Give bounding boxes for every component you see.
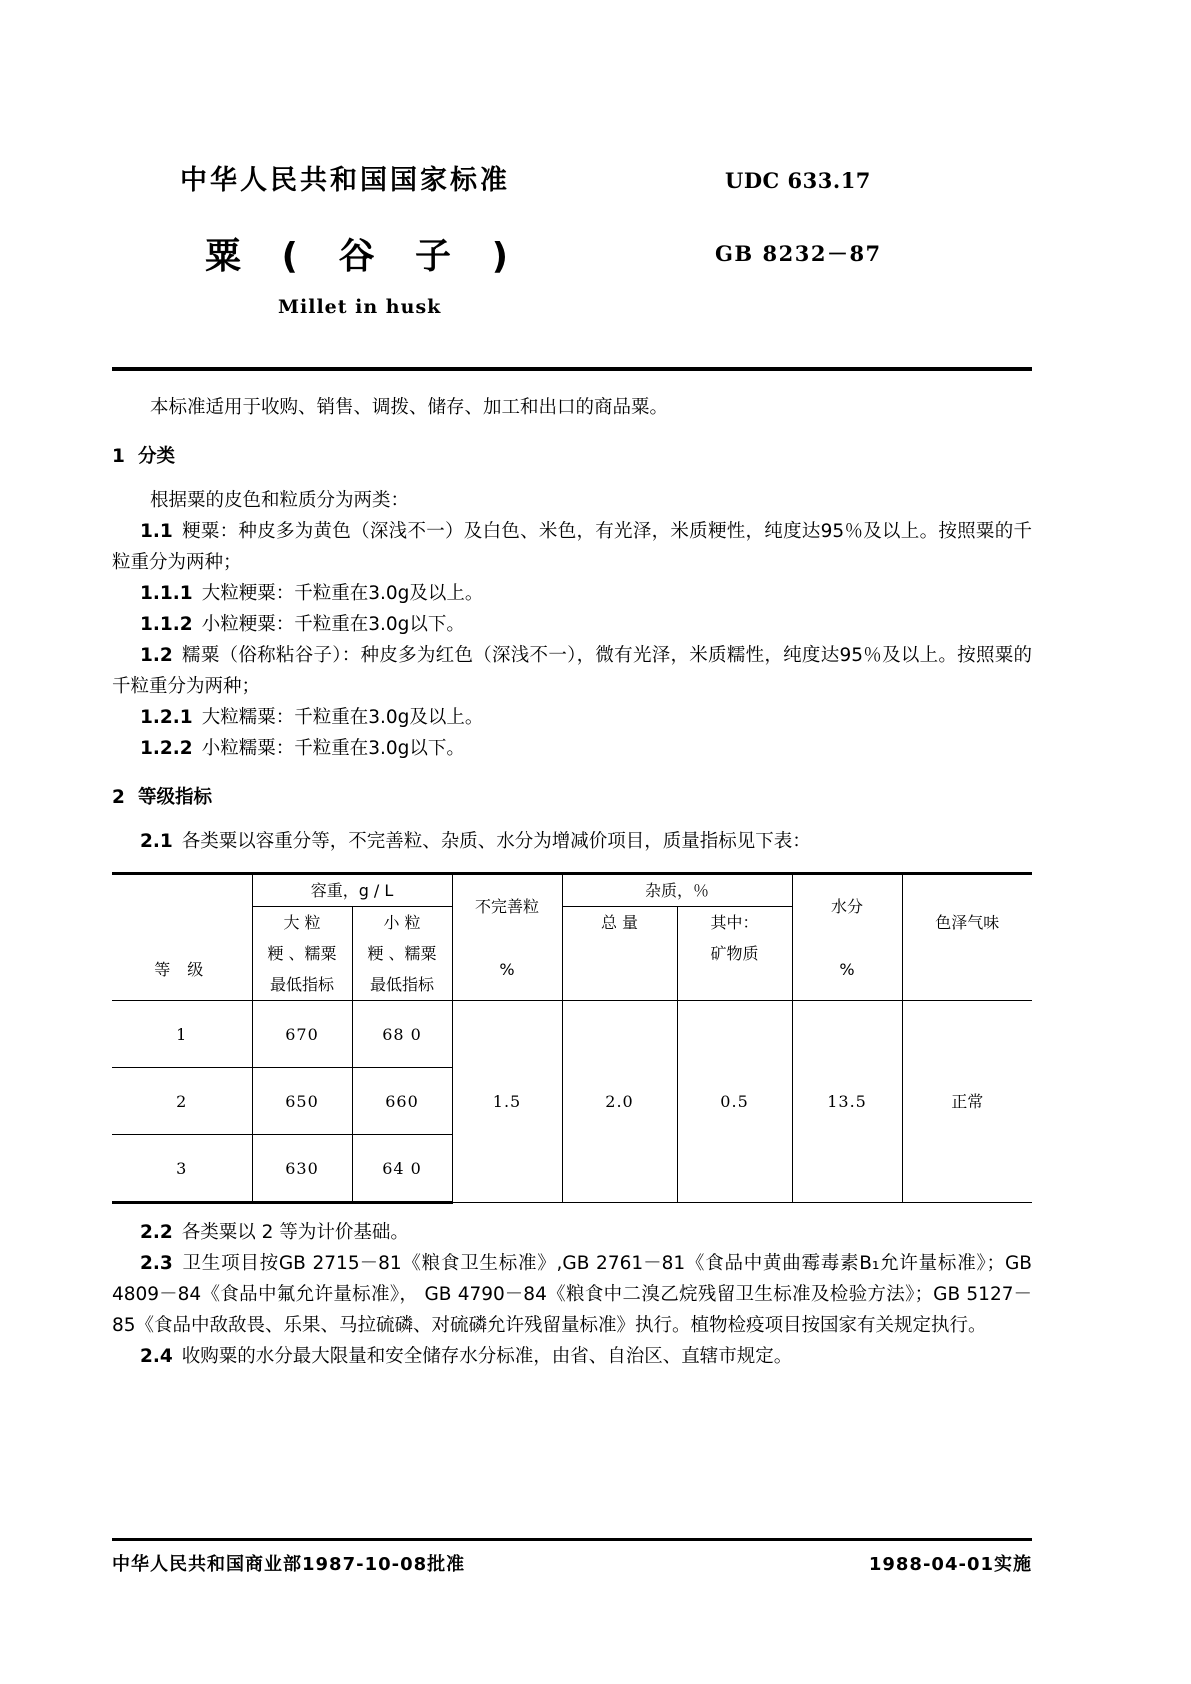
clause-1-2-text: 糯粟（俗称粘谷子）：种皮多为红色（深浅不一），微有光泽，米质糯性，纯度达95％及以上。按照粟的千粒重分为两种； — [112, 645, 1032, 697]
udc-number: UDC 633.17 — [725, 168, 871, 193]
table-header-row-3 — [112, 938, 1032, 969]
clause-2-1-number: 2.1 — [140, 831, 173, 852]
cell-grade-1: 1 — [112, 1001, 252, 1068]
header-cell-small-grain-sub: 粳 、糯粟 — [352, 938, 452, 969]
header-cell-blank-grade — [112, 874, 252, 939]
clause-1-2-2-text: 小粒糯粟：千粒重在3.0g以下。 — [201, 738, 465, 759]
header-cell-small-grain-sub2: 最低指标 — [352, 969, 452, 1001]
clause-2-2-number: 2.2 — [140, 1222, 173, 1243]
clause-2-3-text: 卫生项目按GB 2715－81《粮食卫生标准》,GB 2761－81《食品中黄曲霉毒素B₁允许量标准》；GB 4809－84《食品中氟允许量标准》， GB 4790－84《粮食中二溴乙烷残留卫生标准及检验方法》；GB 5127－85《食品中敌敌畏、乐果、马拉硫磷、对硫磷允许残留量标准》执行。植物检疫项目按国家有关规定执行。 — [112, 1253, 1032, 1336]
table-row — [112, 1001, 1032, 1068]
national-standard-label: 中华人民共和国国家标准 — [180, 165, 510, 196]
header-cell-bulk-density: 容重，g / L — [252, 874, 452, 907]
header-cell-imperfect: 不完善粒 — [452, 874, 562, 939]
header-cell-impurity-of-which: 其中： — [677, 907, 792, 939]
section-1-heading — [112, 441, 1032, 472]
cell-impurity-total-merged: 2.0 — [562, 1001, 677, 1203]
clause-1-1 — [112, 516, 1032, 578]
clause-2-4-text: 收购粟的水分最大限量和安全储存水分标准，由省、自治区、直辖市规定。 — [181, 1346, 793, 1367]
clause-1-1-2 — [112, 609, 1032, 640]
clause-2-3-number: 2.3 — [140, 1253, 173, 1274]
english-title: Millet in husk — [278, 296, 442, 318]
clause-2-2-text: 各类粟以 2 等为计价基础。 — [181, 1222, 409, 1243]
grade-table-wrapper — [112, 872, 1032, 1204]
clause-1-1-2-number: 1.1.2 — [140, 614, 193, 635]
section-1-intro: 根据粟的皮色和粒质分为两类： — [150, 490, 410, 511]
cell-impurity-mineral-merged: 0.5 — [677, 1001, 792, 1203]
clause-2-4 — [112, 1341, 1032, 1372]
clause-2-1-text: 各类粟以容重分等，不完善粒、杂质、水分为增减价项目，质量指标见下表： — [181, 831, 811, 852]
header-cell-large-grain: 大 粒 — [252, 907, 352, 939]
standard-code: GB 8232－87 — [715, 241, 882, 266]
header-cell-small-grain: 小 粒 — [352, 907, 452, 939]
clause-1-2-1-number: 1.2.1 — [140, 707, 193, 728]
clause-1-2-1-text: 大粒糯粟：千粒重在3.0g及以上。 — [201, 707, 484, 728]
header-cell-large-grain-sub2: 最低指标 — [252, 969, 352, 1001]
section-1-title: 分类 — [138, 446, 176, 467]
clause-1-2-1 — [112, 702, 1032, 733]
cell-small-2: 660 — [352, 1068, 452, 1135]
clause-2-2 — [112, 1217, 1032, 1248]
cell-large-1: 670 — [252, 1001, 352, 1068]
clause-1-1-1 — [112, 578, 1032, 609]
clause-1-2-2 — [112, 733, 1032, 764]
header-cell-large-grain-sub: 粳 、糯粟 — [252, 938, 352, 969]
cell-small-3: 64 0 — [352, 1135, 452, 1203]
clause-1-2-2-number: 1.2.2 — [140, 738, 193, 759]
grade-indicator-table — [112, 872, 1032, 1204]
clause-1-1-1-text: 大粒粳粟：千粒重在3.0g及以上。 — [201, 583, 484, 604]
header-cell-moisture: 水分 — [792, 874, 902, 939]
cell-color-odor-merged: 正常 — [902, 1001, 1032, 1203]
header-cell-color-odor: 色泽气味 — [902, 874, 1032, 970]
document-body — [112, 392, 1032, 1372]
clause-2-4-number: 2.4 — [140, 1346, 173, 1367]
clause-1-1-2-text: 小粒粳粟：千粒重在3.0g以下。 — [201, 614, 465, 635]
header-divider-rule — [112, 367, 1032, 371]
header-cell-grade: 等 级 — [112, 938, 252, 1001]
cell-moisture-merged: 13.5 — [792, 1001, 902, 1203]
clause-1-2 — [112, 640, 1032, 702]
scope-paragraph: 本标准适用于收购、销售、调拨、储存、加工和出口的商品粟。 — [150, 397, 669, 418]
header-cell-imperfect-unit: % — [452, 938, 562, 1001]
cell-grade-3: 3 — [112, 1135, 252, 1203]
clause-2-1 — [112, 826, 1032, 857]
document-footer — [112, 1550, 1032, 1576]
header-cell-moisture-unit: % — [792, 938, 902, 1001]
cell-large-2: 650 — [252, 1068, 352, 1135]
footer-approval: 中华人民共和国商业部1987-10-08批准 — [112, 1554, 466, 1575]
header-cell-impurity-total-spacer — [562, 938, 677, 1001]
header-cell-impurity-total: 总 量 — [562, 907, 677, 939]
document-header — [0, 0, 1191, 318]
footer-implementation: 1988-04-01实施 — [868, 1554, 1032, 1575]
header-cell-impurity-mineral-spacer — [677, 969, 792, 1001]
section-2-title: 等级指标 — [138, 787, 213, 808]
section-1-number: 1 — [112, 446, 125, 467]
header-cell-impurity-mineral: 矿物质 — [677, 938, 792, 969]
clause-1-2-number: 1.2 — [140, 645, 173, 666]
footer-divider-rule — [112, 1538, 1032, 1541]
section-2-heading — [112, 782, 1032, 813]
clause-1-1-text: 粳粟：种皮多为黄色（深浅不一）及白色、米色，有光泽，米质粳性，纯度达95％及以上。按照粟的千粒重分为两种； — [112, 521, 1032, 573]
clause-1-1-number: 1.1 — [140, 521, 173, 542]
cell-grade-2: 2 — [112, 1068, 252, 1135]
cell-imperfect-merged: 1.5 — [452, 1001, 562, 1203]
section-2-number: 2 — [112, 787, 125, 808]
cell-large-3: 630 — [252, 1135, 352, 1203]
document-title: 粟 ( 谷 子 ) — [205, 236, 523, 277]
clause-1-1-1-number: 1.1.1 — [140, 583, 193, 604]
clause-2-3 — [112, 1248, 1032, 1341]
cell-small-1: 68 0 — [352, 1001, 452, 1068]
header-cell-impurity: 杂质，％ — [562, 874, 792, 907]
table-header-row-1 — [112, 874, 1032, 907]
